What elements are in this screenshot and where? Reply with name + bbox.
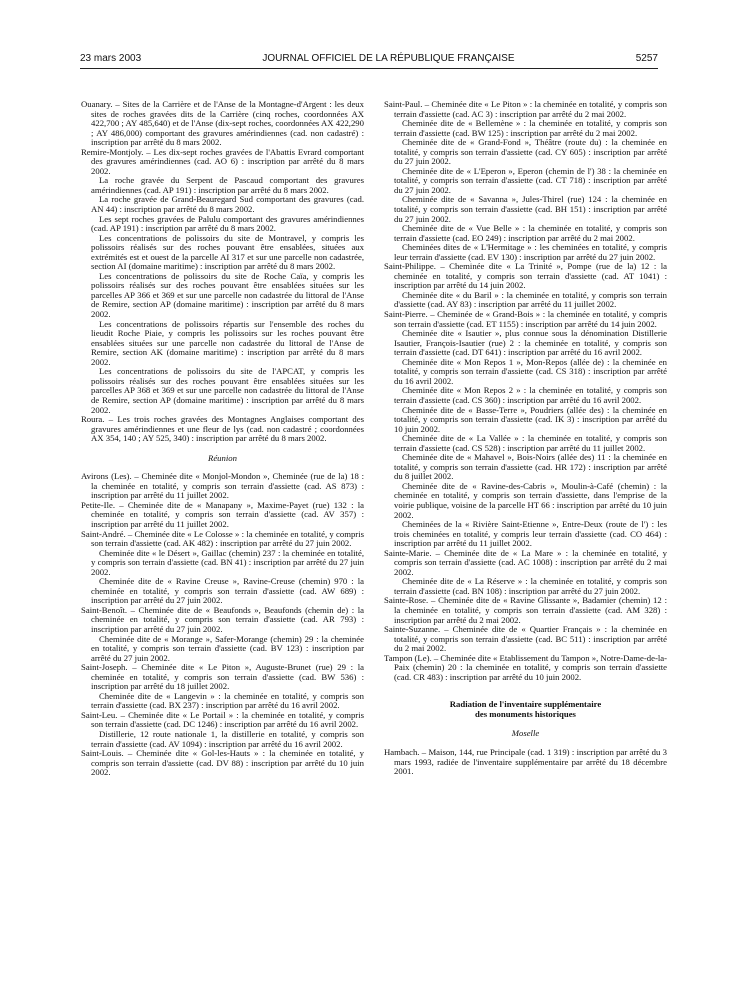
entry-roura: Roura. – Les trois roches gravées des Montagnes Anglaises comportant des gravures amérindiennes et une fleur de lys (cad. non cadastré ; coordonnées AX 354, 140 ; AY 525, 340) : inscription par arrêté du 8 mars 2002. <box>81 414 364 444</box>
paragraph: Cheminées dites de « L'Hermitage » : les cheminées en totalité, y compris leur terrain d'assiette (cad. EV 130) : inscription par arrêté du 27 juin 2002. <box>394 242 667 262</box>
entry-sainte-marie: Sainte-Marie. – Cheminée dite de « La Mare » : la cheminée en totalité, y compris son terrain d'assiette (cad. AC 1008) : inscription par arrêté du 2 mai 2002. <box>384 547 667 577</box>
paragraph: Cheminée dite de « La Vallée » : la cheminée en totalité, y compris son terrain d'assiette (cad. CS 528) : inscription par arrêté du 11 juillet 2002. <box>394 433 667 453</box>
entry-saint-philippe: Saint-Philippe. – Cheminée dite « La Trinité », Pompe (rue de la) 12 : la cheminée en totalité, y compris son terrain d'assiette (cad. AT 1041) : inscription par arrêté du 14 juin 2002. <box>384 261 667 291</box>
paragraph: Cheminée dite « Isautier », plus connue sous la dénomination Distillerie Isautier, François-Isautier (rue) 2 : la cheminée en totalité, y compris son terrain d'assiette (cad. DT 641) : inscription par arrêté du 16 avril 2002. <box>394 328 667 358</box>
paragraph: Les concentrations de polissoirs du site de l'APCAT, y compris les polissoirs réalisés sur des roches pouvant être ensablées situées sur les parcelles AP 368 et 369 et sur une parcelle non cadastrée du littoral de l'Anse de Remire, section AP (domaine maritime) : inscription par arrêté du 8 mars 2002. <box>91 366 364 415</box>
paragraph: Cheminée dite de « Morange », Safer-Morange (chemin) 29 : la cheminée en totalité, y compris son terrain d'assiette (cad. BV 123) : inscription par arrêté du 27 juin 2002. <box>91 633 364 663</box>
region-heading-moselle: Moselle <box>511 728 540 739</box>
region-heading-reunion: Réunion <box>208 452 237 463</box>
paragraph: Cheminée dite de « Ravine Creuse », Ravine-Creuse (chemin) 970 : la cheminée en totalité, y compris son terrain d'assiette (cad. AW 689) : inscription par arrêté du 27 juin 2002. <box>91 576 364 606</box>
paragraph: Cheminée dite de « Langevin » : la cheminée en totalité, y compris son terrain d'assiette (cad. BX 237) : inscription par arrêté du 16 avril 2002. <box>91 690 364 711</box>
paragraph: Cheminée dite de « Bellemène » : la cheminée en totalité, y compris son terrain d'assiette (cad. BW 125) : inscription par arrêté du 2 mai 2002. <box>394 118 667 138</box>
entry-tampon: Tampon (Le). – Cheminée dite « Etablissement du Tampon », Notre-Dame-de-la-Paix (chemin) 20 : la cheminée en totalité, y compris son terrain d'assiette (cad. CR 483) : inscription par arrêté du 10 juin 2002. <box>384 652 667 682</box>
header-rule <box>80 68 658 69</box>
paragraph: Cheminée dite « Mon Repos 1 », Mon-Repos (allée de) : la cheminée en totalité, y compris son terrain d'assiette (cad. CS 318) : inscription par arrêté du 16 avril 2002. <box>394 356 667 386</box>
paragraph: Cheminées de la « Rivière Saint-Etienne », Entre-Deux (route de l') : les trois cheminées en totalité, y compris leur terrain d'assiette (cad. CO 464) : inscription par arrêté du 11 juillet 2002. <box>394 519 667 549</box>
section-title-line-2: des monuments historiques <box>475 708 576 719</box>
section-spacer <box>384 682 667 700</box>
entry-saint-leu: Saint-Leu. – Cheminée dite « Le Portail » : la cheminée en totalité, y compris son terrain d'assiette (cad. DC 1246) : inscription par arrêté du 16 avril 2002. <box>81 709 364 730</box>
paragraph: Cheminée dite de « Vue Belle » : la cheminée en totalité, y compris son terrain d'assiette (cad. EO 249) : inscription par arrêté du 2 mai 2002. <box>394 223 667 243</box>
entry-saint-andre: Saint-André. – Cheminée dite « Le Colosse » : la cheminée en totalité, y compris son terrain d'assiette (cad. AK 482) : inscription par arrêté du 27 juin 2002. <box>81 528 364 549</box>
paragraph: Cheminée dite « le Désert », Gaillac (chemin) 237 : la cheminée en totalité, y compris son terrain d'assiette (cad. BN 41) : inscription par arrêté du 27 juin 2002. <box>91 547 364 577</box>
header-page-number: 5257 <box>635 53 658 64</box>
entry-saint-paul: Saint-Paul. – Cheminée dite « Le Piton » : la cheminée en totalité, y compris son terrain d'assiette (cad. AC 3) : inscription par arrêté du 2 mai 2002. <box>384 99 667 119</box>
paragraph: Cheminée dite de « Mahavel », Bois-Noirs (allée des) 11 : la cheminée en totalité, y compris son terrain d'assiette (cad. HR 172) : inscription par arrêté du 8 juillet 2002. <box>394 452 667 482</box>
page-header <box>80 53 658 67</box>
paragraph: Cheminée dite de « La Réserve » : la cheminée en totalité, y compris son terrain d'assiette (cad. BN 108) : inscription par arrêté du 27 juin 2002. <box>394 576 667 596</box>
header-date: 23 mars 2003 <box>80 53 142 64</box>
entry-avirons: Avirons (Les). – Cheminée dite « Monjol-Mondon », Cheminée (rue de la) 18 : la cheminée en totalité, y compris son terrain d'assiette (cad. AS 873) : inscription par arrêté du 11 juillet 2002. <box>81 471 364 501</box>
paragraph: La roche gravée du Serpent de Pascaud comportant des gravures amérindiennes (cad. AP 191) : inscription par arrêté du 8 mars 2002. <box>91 175 364 195</box>
right-column <box>384 100 667 777</box>
entry-saint-pierre: Saint-Pierre. – Cheminée de « Grand-Bois » : la cheminée en totalité, y compris son terrain d'assiette (cad. ET 1155) : inscription par arrêté du 14 juin 2002. <box>384 309 667 329</box>
paragraph: Cheminée dite de « Basse-Terre », Poudriers (allée des) : la cheminée en totalité, y compris son terrain d'assiette (cad. IK 3) : inscription par arrêté du 10 juin 2002. <box>394 404 667 434</box>
paragraph: Cheminée dite de « Ravine-des-Cabris », Moulin-à-Café (chemin) : la cheminée en totalité, y compris son terrain d'assiette, dans l'emprise de la voirie publique, voisine de la parcelle HT 66 : inscription par arrêté du 10 juin 2002. <box>394 480 667 520</box>
paragraph: Cheminée dite de « L'Eperon », Eperon (chemin de l') 38 : la cheminée en totalité, y compris son terrain d'assiette (cad. CT 718) : inscription par arrêté du 27 juin 2002. <box>394 165 667 195</box>
header-journal-title: JOURNAL OFFICIEL DE LA RÉPUBLIQUE FRANÇAISE <box>262 53 515 64</box>
paragraph: Les concentrations de polissoirs répartis sur l'ensemble des roches du lieudit Roche Piaie, y compris les polissoirs sur les roches pouvant être ensablées situées sur une parcelle non cadastrée du littoral de l'Anse de Remire, section AK (domaine maritime) : inscription par arrêté du 8 mars 2002. <box>91 318 364 367</box>
left-column <box>81 100 364 778</box>
entry-remire-montjoly: Remire-Montjoly. – Les dix-sept roches gravées de l'Abattis Evrard comportant des gravures amérindiennes (cad. AO 6) : inscription par arrêté du 8 mars 2002. <box>81 146 364 176</box>
paragraph: Les concentrations de polissoirs du site de Roche Caïa, y compris les polissoirs réalisés sur des roches pouvant être ensablées situées sur les parcelles AP 366 et 369 et sur une parcelle non cadastrée du littoral de l'Anse de Remire, section AP (domaine maritime) : inscription par arrêté du 8 mars 2002. <box>91 270 364 320</box>
paragraph: La roche gravée de Grand-Beauregard Sud comportant des gravures (cad. AN 44) : inscription par arrêté du 8 mars 2002. <box>91 194 364 215</box>
paragraph: Distillerie, 12 route nationale 1, la distillerie en totalité, y compris son terrain d'assiette (cad. AV 1094) : inscription par arrêté du 16 avril 2002. <box>91 729 364 749</box>
entry-ouanary: Ouanary. – Sites de la Carrière et de l'Anse de la Montagne-d'Argent : les deux sites de roches gravées dits de la Carrière (cinq roches, coordonnées AX 422,700 ; AY 485,640) et de l'Anse (dix-sept roches, coordonnées AX 422,290 ; AY 486,000) comportant des gravures amérindiennes (cad. non cadastré) : inscription par arrêté du 8 mars 2002. <box>81 99 364 148</box>
paragraph: Les sept roches gravées de Palulu comportant des gravures amérindiennes (cad. AP 191) : inscription par arrêté du 8 mars 2002. <box>91 213 364 234</box>
entry-sainte-rose: Sainte-Rose. – Cheminée dite de « Ravine Glissante », Badamier (chemin) 12 : la cheminée en totalité, y compris son terrain d'assiette (cad. AM 328) : inscription par arrêté du 2 mai 2002. <box>384 595 667 625</box>
entry-petite-ile: Petite-Ile. – Cheminée dite de « Manapany », Maxime-Payet (rue) 132 : la cheminée en totalité, y compris son terrain d'assiette (cad. AV 357) : inscription par arrêté du 11 juillet 2002. <box>81 499 364 529</box>
entry-sainte-suzanne: Sainte-Suzanne. – Cheminée dite de « Quartier Français » : la cheminée en totalité, y compris son terrain d'assiette (cad. BC 511) : inscription par arrêté du 2 mai 2002. <box>384 624 667 654</box>
paragraph: Cheminée dite de « Grand-Fond », Théâtre (route du) : la cheminée en totalité, y compris son terrain d'assiette (cad. CY 605) : inscription par arrêté du 27 juin 2002. <box>394 137 667 167</box>
section-title-line-1: Radiation de l'inventaire supplémentaire <box>449 699 602 710</box>
paragraph: Cheminée dite de « Savanna », Jules-Thirel (rue) 124 : la cheminée en totalité, y compris son terrain d'assiette (cad. BH 151) : inscription par arrêté du 27 juin 2002. <box>394 194 667 224</box>
entry-saint-benoit: Saint-Benoît. – Cheminée dite de « Beaufonds », Beaufonds (chemin de) : la cheminée en totalité, y compris son terrain d'assiette (cad. AR 793) : inscription par arrêté du 27 juin 2002. <box>81 604 364 634</box>
entry-hambach: Hambach. – Maison, 144, rue Principale (cad. 1 319) : inscription par arrêté du 3 mars 1993, radiée de l'inventaire supplémentaire par arrêté du 18 décembre 2001. <box>384 747 667 777</box>
paragraph: Cheminée dite « du Baril » : la cheminée en totalité, y compris son terrain d'assiette (cad. AY 83) : inscription par arrêté du 11 juillet 2002. <box>394 289 667 310</box>
entry-saint-joseph: Saint-Joseph. – Cheminée dite « Le Piton », Auguste-Brunet (rue) 29 : la cheminée en totalité, y compris son terrain d'assiette (cad. BW 536) : inscription par arrêté du 18 juillet 2002. <box>81 662 364 692</box>
paragraph: Les concentrations de polissoirs du site de Montravel, y compris les polissoirs réalisés sur des roches pouvant être ensablées, situées aux extrémités est et ouest de la parcelle AI 317 et sur une parcelle non cadastrée, section AI (domaine maritime) : inscription par arrêté du 8 mars 2002. <box>91 232 364 272</box>
paragraph: Cheminée dite « Mon Repos 2 » : la cheminée en totalité, y compris son terrain d'assiette (cad. CS 360) : inscription par arrêté du 16 avril 2002. <box>394 385 667 405</box>
entry-saint-louis: Saint-Louis. – Cheminée dite « Gol-les-Hauts » : la cheminée en totalité, y compris son terrain d'assiette (cad. DV 88) : inscription par arrêté du 10 juin 2002. <box>81 748 364 778</box>
